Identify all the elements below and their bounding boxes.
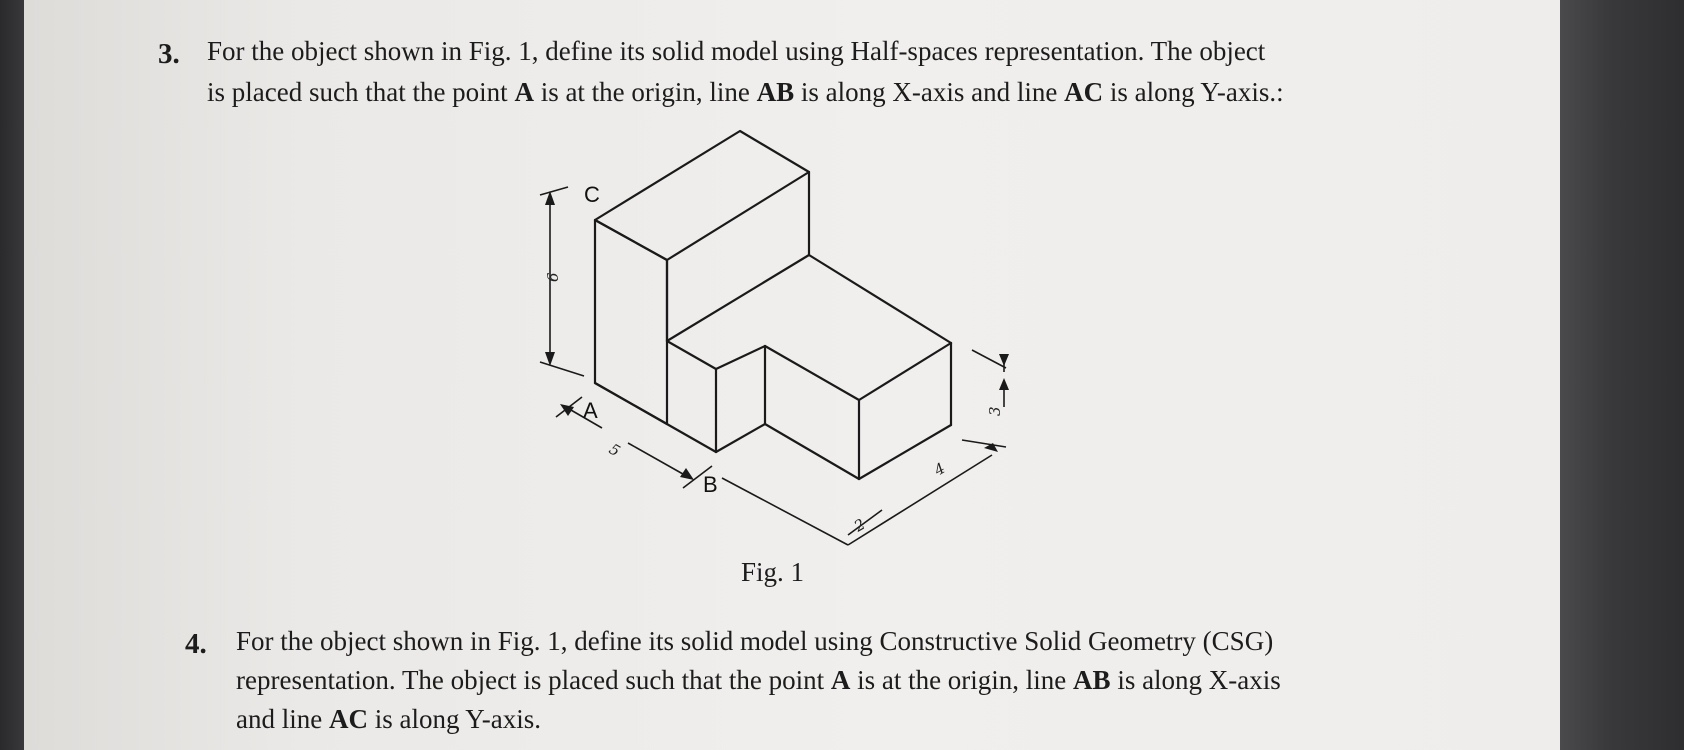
question-4-number: 4. bbox=[185, 628, 207, 660]
question-4-line-2: representation. The object is placed such that the point A is at the origin, line AB is along X-axis bbox=[236, 665, 1281, 695]
dim-label-ab: 5 bbox=[606, 439, 624, 461]
dim-label-step-depth: 2 bbox=[851, 515, 869, 536]
dimension-labels bbox=[544, 272, 1004, 536]
point-label-b: B bbox=[703, 472, 718, 497]
dim-label-low-height: 3 bbox=[986, 406, 1004, 416]
solid-object-outline bbox=[595, 131, 951, 479]
dim-label-height: 6 bbox=[544, 272, 562, 282]
question-3-line-1: For the object shown in Fig. 1, define its solid model using Half-spaces representation. The object bbox=[207, 36, 1266, 66]
question-4-line-1: For the object shown in Fig. 1, define its solid model using Constructive Solid Geometry (CSG) bbox=[236, 626, 1274, 656]
question-3-line-2: is placed such that the point A is at the origin, line AB is along X-axis and line AC is along Y-axis.: bbox=[207, 77, 1284, 107]
question-4-line-3: and line AC is along Y-axis. bbox=[236, 704, 541, 734]
dim-label-total-depth: 4 bbox=[931, 459, 949, 480]
point-label-a: A bbox=[583, 398, 598, 423]
figure-caption: Fig. 1 bbox=[741, 557, 805, 587]
question-3-number: 3. bbox=[158, 38, 180, 70]
point-labels bbox=[583, 182, 718, 497]
point-label-c: C bbox=[584, 182, 600, 207]
dimension-lines bbox=[540, 187, 1006, 545]
